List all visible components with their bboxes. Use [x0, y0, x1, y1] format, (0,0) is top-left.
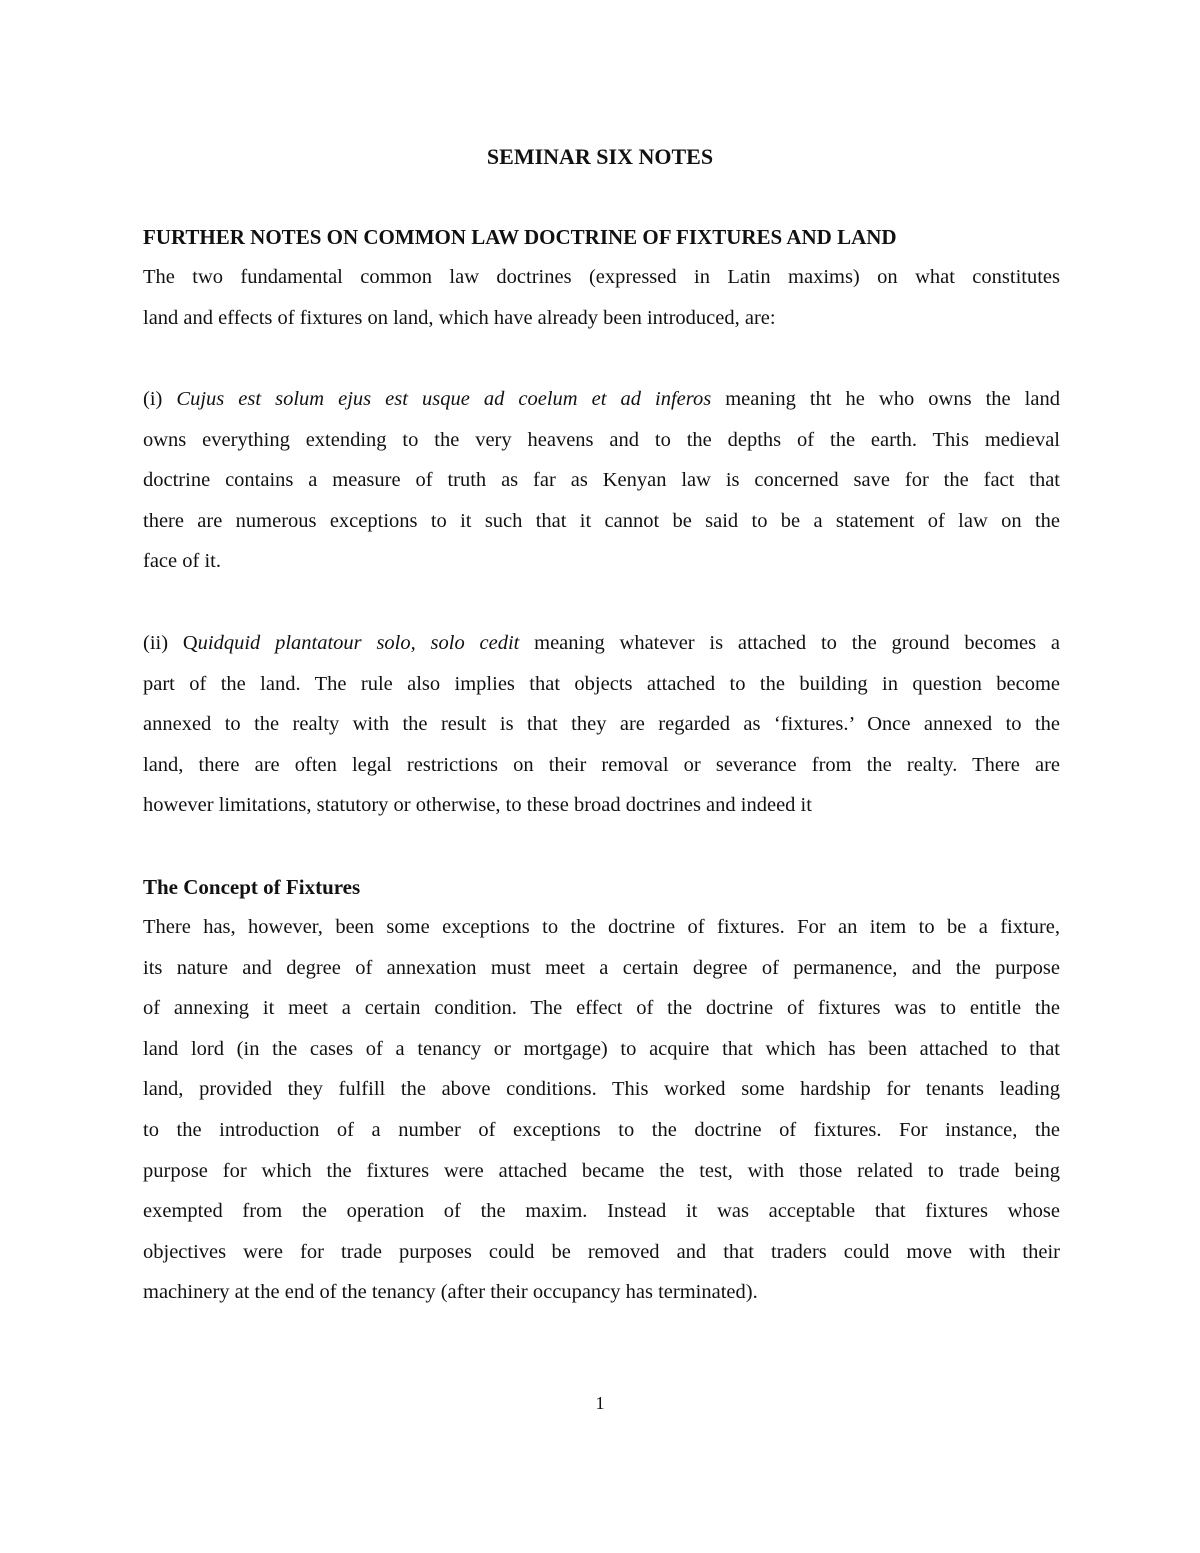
paragraph-line — [143, 385, 1060, 426]
paragraph-line: however limitations, statutory or otherwise, to these broad doctrines and indeed it — [143, 794, 812, 817]
paragraph-line: face of it. — [143, 550, 221, 573]
maxim-paragraph-2 — [143, 629, 1060, 832]
maxim-paragraph-1 — [143, 385, 1060, 588]
paragraph-line: owns everything extending to the very heavens and to the depths of the earth. This medieval — [143, 428, 1060, 451]
latin-maxim: uidquid plantatour solo, solo cedit — [197, 632, 520, 654]
intro-paragraph — [143, 263, 1060, 344]
latin-maxim-initial: Q — [182, 632, 198, 654]
paragraph-line: annexed to the realty with the result is that they are regarded as ‘fixtures.’ Once annexed to the — [143, 713, 1060, 736]
line-text: meaning whatever is attached to the ground becomes a — [519, 632, 1061, 654]
paragraph-line: land and effects of fixtures on land, which have already been introduced, are: — [143, 306, 776, 329]
paragraph-line: machinery at the end of the tenancy (after their occupancy has terminated). — [143, 1281, 758, 1304]
list-label: (ii) — [143, 632, 183, 654]
paragraph-line: of annexing it meet a certain condition. The effect of the doctrine of fixtures was to entitle the — [143, 997, 1060, 1020]
paragraph-line: land, provided they fulfill the above conditions. This worked some hardship for tenants leading — [143, 1078, 1060, 1101]
paragraph-line: part of the land. The rule also implies that objects attached to the building in question become — [143, 672, 1060, 695]
paragraph-line: doctrine contains a measure of truth as far as Kenyan law is concerned save for the fact that — [143, 469, 1060, 492]
paragraph-line: its nature and degree of annexation must meet a certain degree of permanence, and the purpose — [143, 956, 1060, 979]
paragraph-line: land, there are often legal restrictions on their removal or severance from the realty. There are — [143, 753, 1060, 776]
fixtures-paragraph — [143, 913, 1060, 1319]
paragraph-line: there are numerous exceptions to it such that it cannot be said to be a statement of law on the — [143, 509, 1060, 532]
paragraph-line: The two fundamental common law doctrines (expressed in Latin maxims) on what constitutes — [143, 266, 1060, 288]
line-text: meaning tht he who owns the land — [711, 388, 1060, 410]
paragraph-line: objectives were for trade purposes could be removed and that traders could move with their — [143, 1240, 1060, 1263]
document-title: SEMINAR SIX NOTES — [486, 144, 714, 169]
latin-maxim: Cujus est solum ejus est usque ad coelum et ad inferos — [176, 388, 712, 410]
section-heading-doctrines: FURTHER NOTES ON COMMON LAW DOCTRINE OF FIXTURES AND LAND — [143, 225, 897, 249]
paragraph-line — [143, 629, 1060, 670]
list-label: (i) — [143, 388, 177, 410]
paragraph-line: purpose for which the fixtures were attached became the test, with those related to trade being — [143, 1159, 1060, 1182]
paragraph-line: There has, however, been some exceptions to the doctrine of fixtures. For an item to be a fixture, — [143, 916, 1060, 938]
paragraph-line: to the introduction of a number of exceptions to the doctrine of fixtures. For instance, the — [143, 1118, 1060, 1141]
page-number: 1 — [595, 1393, 605, 1413]
paragraph-line: land lord (in the cases of a tenancy or mortgage) to acquire that which has been attached to that — [143, 1037, 1060, 1060]
paragraph-line: exempted from the operation of the maxim. Instead it was acceptable that fixtures whose — [143, 1200, 1060, 1223]
section-heading-fixtures: The Concept of Fixtures — [143, 875, 361, 899]
